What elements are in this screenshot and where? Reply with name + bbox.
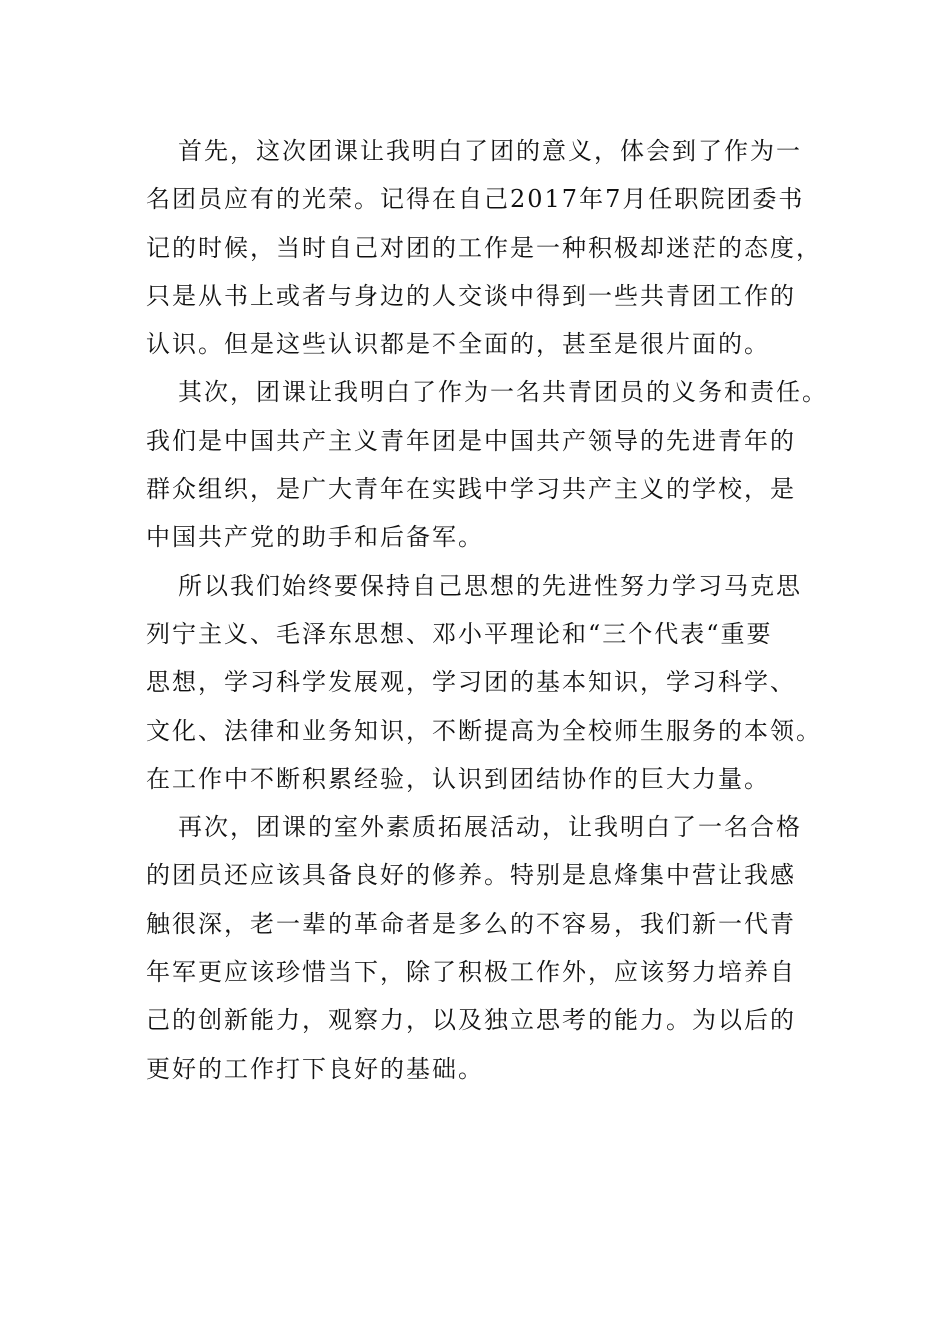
paragraph-line: 在工作中不断积累经验，认识到团结协作的巨大力量。 — [146, 764, 770, 793]
paragraph-line: 己的创新能力，观察力，以及独立思考的能力。为以后的 — [146, 1006, 796, 1035]
paragraph-line: 我们是中国共产主义青年团是中国共产领导的先进青年的 — [146, 426, 796, 455]
paragraph-line: 文化、法律和业务知识，不断提高为全校师生服务的本领。 — [146, 716, 822, 745]
paragraph-line: 的团员还应该具备良好的修养。特别是息烽集中营让我感 — [146, 861, 796, 890]
paragraph-line: 名团员应有的光荣。记得在自己2017年7月任职院团委书 — [146, 185, 805, 214]
paragraph-line: 列宁主义、毛泽东思想、邓小平理论和“三个代表“重要 — [146, 619, 773, 648]
paragraph-line: 首先，这次团课让我明白了团的意义，体会到了作为一 — [178, 137, 802, 165]
paragraph-line: 思想，学习科学发展观，学习团的基本知识，学习科学、 — [146, 668, 796, 697]
paragraph-line: 所以我们始终要保持自己思想的先进性努力学习马克思 — [178, 571, 802, 600]
paragraph-1 — [146, 127, 822, 368]
paragraph-line: 年军更应该珍惜当下，除了积极工作外，应该努力培养自 — [146, 958, 796, 987]
paragraph-line: 更好的工作打下良好的基础。 — [146, 1054, 484, 1083]
paragraph-line: 中国共产党的助手和后备军。 — [146, 523, 484, 552]
paragraph-line: 群众组织，是广大青年在实践中学习共产主义的学校，是 — [146, 475, 796, 504]
paragraph-line: 再次，团课的室外素质拓展活动，让我明白了一名合格 — [178, 813, 802, 842]
paragraph-3 — [146, 562, 822, 803]
paragraph-2 — [146, 368, 828, 561]
paragraph-line: 触很深，老一辈的革命者是多么的不容易，我们新一代青 — [146, 909, 796, 938]
paragraph-line: 其次，团课让我明白了作为一名共青团员的义务和责任。 — [178, 378, 828, 407]
paragraph-line: 只是从书上或者与身边的人交谈中得到一些共青团工作的 — [146, 281, 796, 310]
paragraph-line: 记的时候，当时自己对团的工作是一种积极却迷茫的态度， — [146, 233, 822, 262]
paragraph-4 — [146, 803, 802, 1093]
paragraph-line: 认识。但是这些认识都是不全面的，甚至是很片面的。 — [146, 330, 770, 359]
document-body — [146, 127, 828, 1093]
